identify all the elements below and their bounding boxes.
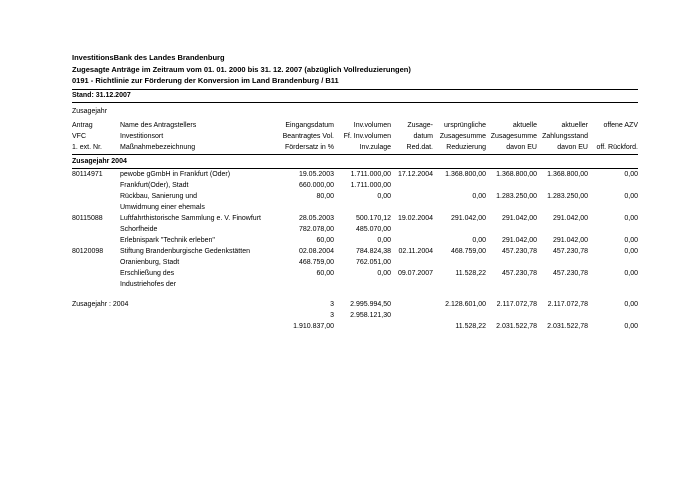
cell: 60,00 (316, 236, 334, 244)
cell (334, 279, 391, 290)
cell (588, 310, 638, 321)
table-row (72, 213, 638, 224)
header-row (72, 120, 638, 131)
cell (588, 224, 638, 235)
column-header: datum (413, 132, 433, 140)
cell (588, 257, 638, 268)
cell: 0,00 (624, 214, 638, 222)
cell (120, 310, 274, 321)
cell: 2.117.072,78 (547, 300, 588, 308)
cell (486, 310, 537, 321)
cell (120, 321, 274, 332)
cell (391, 180, 433, 191)
cell (537, 180, 588, 191)
cell (72, 257, 120, 268)
cell: 291.042,00 (501, 214, 537, 222)
cell (588, 180, 638, 191)
cell: 17.12.2004 (397, 170, 433, 178)
table-row (72, 235, 638, 246)
column-header: Zusagesumme (439, 132, 486, 140)
cell (537, 202, 588, 213)
column-header: Reduzierung (433, 142, 486, 155)
cell (433, 180, 486, 191)
group-label: Zusagejahr 2004 (72, 154, 638, 168)
cell: 80,00 (316, 192, 334, 200)
cell: 291.042,00 (501, 236, 537, 244)
column-header: Name des Antragstellers (120, 121, 197, 129)
cell: 02.08.2004 (298, 247, 334, 255)
table-row (72, 268, 638, 279)
cell: 11.528,22 (455, 269, 486, 277)
cell: pewobe gGmbH in Frankfurt (Oder) (120, 170, 231, 178)
column-header: Ff. Inv.volumen (343, 132, 391, 140)
cell (537, 279, 588, 290)
cell (72, 235, 120, 246)
cell: Schorfheide (120, 225, 158, 233)
cell: 1.910.837,00 (293, 322, 334, 330)
cell: 485.070,00 (355, 225, 391, 233)
cell: 0,00 (624, 247, 638, 255)
cell: 1.711.000,00 (350, 181, 391, 189)
table-head (72, 120, 638, 155)
column-header: Zusagesumme (490, 132, 537, 140)
table-row (72, 202, 638, 213)
cell (433, 257, 486, 268)
cell: 500.170,12 (355, 214, 391, 222)
cell: 11.528,22 (455, 322, 486, 330)
table-body (72, 154, 638, 332)
cell (537, 310, 588, 321)
column-header: Beantragtes Vol. (282, 132, 334, 140)
cell: 457.230,78 (501, 269, 537, 277)
cell: 0,00 (472, 192, 486, 200)
cell: 2.031.522,78 (496, 322, 537, 330)
cell: Rückbau, Sanierung und (120, 192, 198, 200)
spacer-row (72, 290, 638, 299)
cell (391, 279, 433, 290)
header-row (72, 142, 638, 155)
table-row (72, 191, 638, 202)
cell: 0,00 (377, 192, 391, 200)
column-header: Inv.volumen (353, 121, 391, 129)
cell (486, 202, 537, 213)
column-header: Antrag (72, 121, 93, 129)
column-header: aktuelle (512, 121, 537, 129)
cell (72, 321, 120, 332)
cell (334, 202, 391, 213)
cell (588, 279, 638, 290)
column-header: off. Rückford. (588, 142, 638, 155)
report-title: Zugesagte Anträge im Zeitraum vom 01. 01. 2000 bis 31. 12. 2007 (abzüglich Vollreduzierungen) (72, 64, 411, 74)
cell (72, 268, 120, 279)
cell (72, 202, 120, 213)
column-header: Investitionsort (120, 132, 164, 140)
program-line: 0191 - Richtlinie zur Förderung der Konversion im Land Brandenburg / B11 (72, 76, 339, 85)
cell (72, 180, 120, 191)
cell (274, 202, 334, 213)
cell (433, 224, 486, 235)
cell: 784.824,38 (355, 247, 391, 255)
cell: 0,00 (624, 192, 638, 200)
cell (72, 191, 120, 202)
table-row (72, 224, 638, 235)
cell (486, 224, 537, 235)
table-row (72, 180, 638, 191)
cell: 291.042,00 (552, 236, 588, 244)
cell: 1.368.800,00 (547, 170, 588, 178)
cell: Erschließung des (120, 269, 175, 277)
cell (588, 202, 638, 213)
cell: Stiftung Brandenburgische Gedenkstätten (120, 247, 250, 255)
column-header: Red.dat. (391, 142, 433, 155)
cell: 468.759,00 (298, 258, 334, 266)
table-row (72, 279, 638, 290)
cell: 0,00 (472, 236, 486, 244)
cell: 09.07.2007 (397, 269, 433, 277)
cell: 19.02.2004 (397, 214, 433, 222)
table-row (72, 168, 638, 180)
cell: 2.995.994,50 (350, 300, 391, 308)
cell (391, 202, 433, 213)
cell (391, 224, 433, 235)
zusagejahr-label: Zusagejahr (72, 107, 108, 115)
cell (537, 224, 588, 235)
cell (537, 257, 588, 268)
column-header: Fördersatz in % (274, 142, 334, 155)
cell: 2.958.121,30 (350, 311, 391, 319)
cell: 291.042,00 (552, 214, 588, 222)
cell (274, 279, 334, 290)
cell: 1.283.250,00 (496, 192, 537, 200)
column-header: Eingangsdatum (285, 121, 334, 129)
cell: Frankfurt(Oder), Stadt (120, 181, 189, 189)
cell (433, 279, 486, 290)
cell: 2.117.072,78 (496, 300, 537, 308)
cell: Umwidmung einer ehemals (120, 203, 205, 211)
group-label-row (72, 154, 638, 168)
cell: Oranienburg, Stadt (120, 258, 180, 266)
cell (72, 279, 120, 290)
cell (391, 235, 433, 246)
cell (486, 257, 537, 268)
summary-row (72, 299, 638, 310)
cell: 782.078,00 (298, 225, 334, 233)
column-header: Zusage- (407, 121, 433, 129)
bank-name: InvestitionsBank des Landes Brandenburg (72, 53, 225, 62)
column-header: offene AZV (603, 121, 638, 129)
cell (334, 321, 391, 332)
cell: 0,00 (624, 322, 638, 330)
cell: 0,00 (377, 269, 391, 277)
cell: 468.759,00 (450, 247, 486, 255)
cell: 0,00 (624, 236, 638, 244)
spacer (72, 290, 638, 299)
cell: 457.230,78 (552, 247, 588, 255)
column-header: davon EU (537, 142, 588, 155)
cell: 457.230,78 (552, 269, 588, 277)
cell: Industriehofes der (120, 280, 177, 288)
cell: 660.000,00 (298, 181, 334, 189)
cell: 2.031.522,78 (547, 322, 588, 330)
cell: 291.042,00 (450, 214, 486, 222)
stand-date: Stand: 31.12.2007 (72, 89, 638, 103)
column-header: Maßnahmebezeichnung (120, 142, 274, 155)
cell: 1.711.000,00 (350, 170, 391, 178)
table-row (72, 257, 638, 268)
column-header: 1. ext. Nr. (72, 142, 120, 155)
cell (486, 279, 537, 290)
cell (120, 299, 274, 310)
summary-row (72, 310, 638, 321)
cell: 0,00 (624, 170, 638, 178)
table-row (72, 246, 638, 257)
cell: Luftfahrthistorische Sammlung e. V. Finowfurt (120, 214, 261, 222)
cell: 0,00 (624, 300, 638, 308)
cell (486, 180, 537, 191)
cell: 2.128.601,00 (445, 300, 486, 308)
column-header: ursprüngliche (443, 121, 486, 129)
column-header (588, 131, 638, 142)
cell (391, 310, 433, 321)
cell (72, 310, 120, 321)
cell (391, 191, 433, 202)
column-header: Inv.zulage (334, 142, 391, 155)
column-header: davon EU (486, 142, 537, 155)
cell: 0,00 (377, 236, 391, 244)
column-header: Zahlungsstand (542, 132, 588, 140)
header-row (72, 131, 638, 142)
cell: 60,00 (316, 269, 334, 277)
cell: 19.05.2003 (298, 170, 334, 178)
cell: Zusagejahr : 2004 (72, 300, 129, 308)
cell (72, 224, 120, 235)
cell (391, 257, 433, 268)
cell: 457.230,78 (501, 247, 537, 255)
summary-row (72, 321, 638, 332)
column-header: aktueller (561, 121, 588, 129)
cell: 1.368.800,00 (445, 170, 486, 178)
cell (391, 299, 433, 310)
cell: 1.368.800,00 (496, 170, 537, 178)
cell (391, 321, 433, 332)
cell: 762.051,00 (355, 258, 391, 266)
cell: 3 (330, 311, 334, 319)
applications-table (72, 120, 638, 332)
cell: 28.05.2003 (298, 214, 334, 222)
cell (433, 202, 486, 213)
cell: 80115088 (72, 214, 103, 222)
cell: 02.11.2004 (398, 247, 433, 255)
cell: 80120098 (72, 247, 104, 255)
cell (433, 310, 486, 321)
cell: 80114971 (72, 170, 103, 178)
cell: 3 (330, 300, 334, 308)
document-content (72, 52, 638, 332)
cell: 1.283.250,00 (547, 192, 588, 200)
cell: 0,00 (624, 269, 638, 277)
cell: Erlebnispark "Technik erleben" (120, 236, 215, 244)
column-header: VFC (72, 132, 86, 140)
